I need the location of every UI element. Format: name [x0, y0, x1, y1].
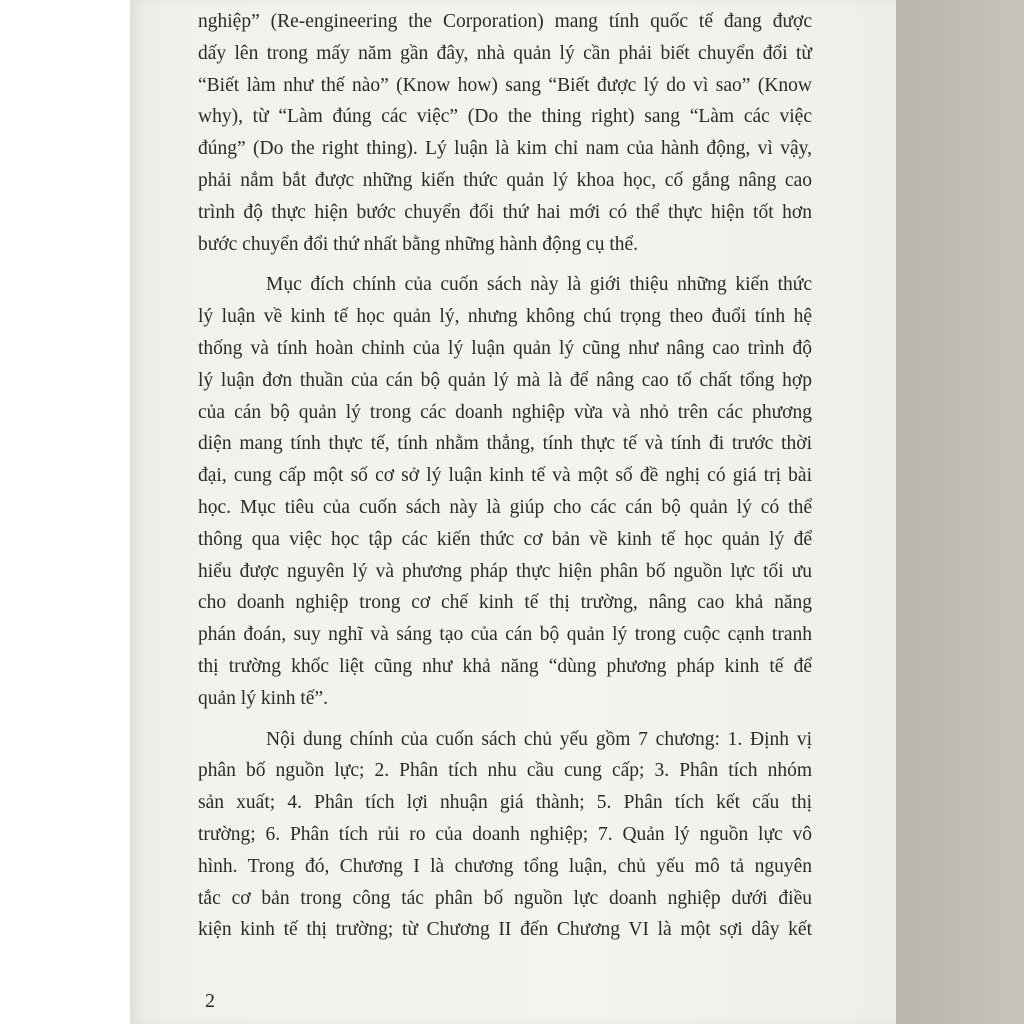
- text-line: phân bố nguồn lực; 2. Phân tích nhu cầu cung cấp; 3. Phân tích nhóm: [198, 760, 812, 782]
- text-line: hiểu được nguyên lý và phương pháp thực hiện phân bố nguồn lực tối ưu: [198, 560, 812, 582]
- text-line: lý luận đơn thuần của cán bộ quản lý mà là để nâng cao tố chất tổng hợp: [198, 369, 812, 391]
- text-line: why), từ “Làm đúng các việc” (Do the thing right) sang “Làm các việc: [198, 106, 812, 128]
- text-line: lý luận về kinh tế học quản lý, nhưng không chú trọng theo đuổi tính hệ: [198, 306, 812, 328]
- text-line: trường; 6. Phân tích rủi ro của doanh nghiệp; 7. Quản lý nguồn lực vô: [198, 823, 812, 845]
- text-line: thông qua việc học tập các kiến thức cơ bản về kinh tế học quản lý để: [198, 528, 812, 550]
- paragraph-2: [198, 269, 812, 714]
- background-surface: [896, 0, 1024, 1024]
- text-line: sản xuất; 4. Phân tích lợi nhuận giá thành; 5. Phân tích kết cấu thị: [198, 792, 812, 814]
- paragraph-3: [198, 724, 812, 947]
- text-line: cho doanh nghiệp trong cơ chế kinh tế thị trường, nâng cao khả năng: [198, 592, 812, 614]
- paragraph-1: [198, 6, 812, 260]
- text-line: học. Mục tiêu của cuốn sách này là giúp cho các cán bộ quản lý có thể: [198, 496, 812, 518]
- text-line: diện mang tính thực tế, tính nhằm thẳng, tính thực tế và tính đi trước thời: [198, 433, 812, 455]
- text-line: phán đoán, suy nghĩ và sáng tạo của cán bộ quản lý trong cuộc cạnh tranh: [198, 624, 812, 646]
- text-line: thống và tính hoàn chỉnh của lý luận quản lý cũng như nâng cao trình độ: [198, 337, 812, 359]
- text-line: Nội dung chính của cuốn sách chủ yếu gồm 7 chương: 1. Định vị: [266, 728, 812, 750]
- text-line: thị trường khốc liệt cũng như khả năng “dùng phương pháp kinh tế để: [198, 655, 812, 677]
- left-margin-background: [0, 0, 130, 1024]
- text-line: đúng” (Do the right thing). Lý luận là kim chỉ nam của hành động, vì vậy,: [198, 138, 812, 160]
- text-line: dấy lên trong mấy năm gần đây, nhà quản lý cần phải biết chuyển đổi từ: [198, 42, 812, 64]
- text-line: nghiệp” (Re-engineering the Corporation) mang tính quốc tế đang được: [198, 11, 812, 32]
- text-line: kiện kinh tế thị trường; từ Chương II đến Chương VI là một sợi dây kết: [198, 919, 812, 941]
- text-line: hình. Trong đó, Chương I là chương tổng luận, chủ yếu mô tả nguyên: [198, 855, 812, 877]
- page-number: 2: [205, 990, 215, 1012]
- text-line: của cán bộ quản lý trong các doanh nghiệp vừa và nhỏ trên các phương: [198, 401, 812, 423]
- text-line: quản lý kinh tế”.: [198, 687, 328, 709]
- text-line: “Biết làm như thế nào” (Know how) sang “Biết được lý do vì sao” (Know: [198, 74, 812, 96]
- text-line: đại, cung cấp một số cơ sở lý luận kinh tế và một số đề nghị có giá trị bài: [198, 465, 812, 487]
- text-line: tắc cơ bản trong công tác phân bố nguồn lực doanh nghiệp dưới điều: [198, 887, 812, 909]
- text-line: Mục đích chính của cuốn sách này là giới thiệu những kiến thức: [266, 274, 812, 296]
- text-line: phải nắm bắt được những kiến thức quản lý khoa học, cố gắng nâng cao: [198, 169, 812, 191]
- text-line: trình độ thực hiện bước chuyển đổi thứ hai mới có thể thực hiện tốt hơn: [198, 201, 812, 223]
- page-text: [198, 6, 812, 946]
- text-line: bước chuyển đổi thứ nhất bằng những hành động cụ thể.: [198, 233, 639, 255]
